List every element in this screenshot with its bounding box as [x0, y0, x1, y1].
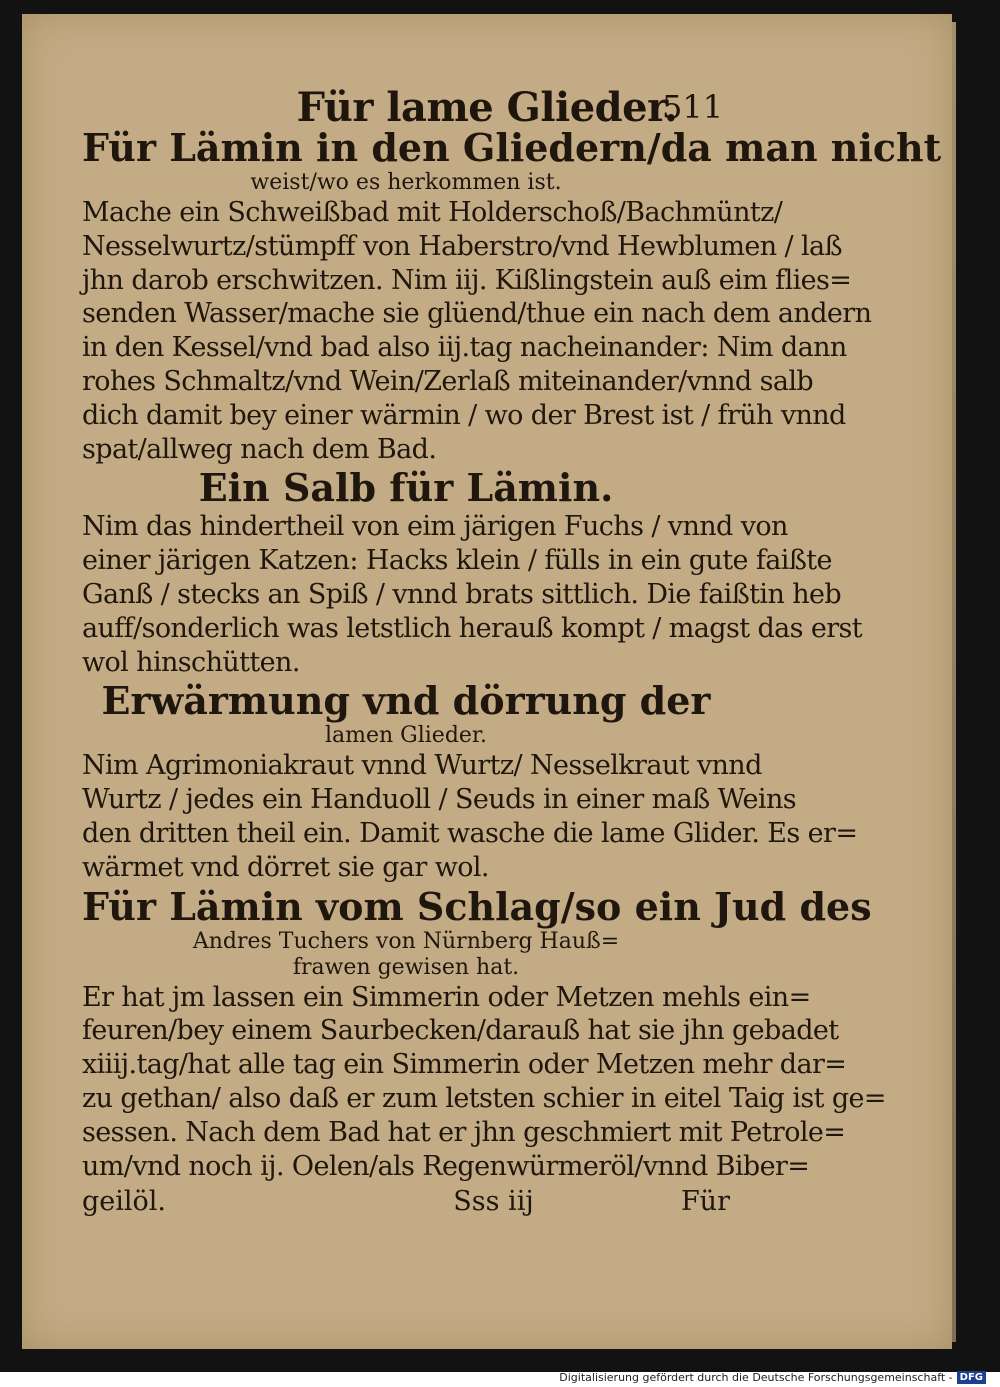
dfg-logo: DFG	[957, 1371, 986, 1384]
text-line: zu gethan/ also daß er zum letsten schier in eitel Taig ist ge=	[82, 1082, 886, 1114]
text-block	[82, 125, 942, 1219]
text-line: feuren/bey einem Saurbecken/darauß hat sie jhn gebadet	[82, 1015, 839, 1047]
text-line: um/vnd noch ij. Oelen/als Regenwürmeröl/vnnd Biber=	[82, 1150, 810, 1182]
recipe-section	[82, 883, 886, 1184]
text-line: xiiij.tag/hat alle tag ein Simmerin oder Metzen mehr dar=	[82, 1049, 847, 1081]
book-page	[22, 14, 952, 1349]
digitization-banner	[559, 1369, 986, 1385]
section-paragraph	[82, 196, 872, 466]
section-heading: Erwärmung vnd dörrung der	[101, 678, 711, 724]
section-subheading: weist/wo es herkommen ist.	[250, 170, 562, 195]
catchword: Für	[680, 1186, 730, 1218]
text-line: Ganß / stecks an Spiß / vnnd brats sittlich. Die faißtin heb	[82, 578, 842, 610]
last-word: geilöl.	[82, 1186, 167, 1218]
text-line: jhn darob erschwitzen. Nim iij. Kißlingstein auß eim flies=	[82, 264, 852, 296]
text-line: einer järigen Katzen: Hacks klein / fülls in ein gute faißte	[82, 545, 832, 577]
section-subheading: frawen gewisen hat.	[292, 954, 520, 980]
section-paragraph	[82, 749, 858, 884]
recipe-section	[82, 465, 863, 679]
section-subheading: Andres Tuchers von Nürnberg Hauß=	[192, 928, 620, 954]
text-line: wärmet vnd dörret sie gar wol.	[82, 851, 489, 883]
recipe-section	[82, 125, 942, 466]
section-subheading: lamen Glieder.	[324, 723, 488, 749]
text-line: spat/allweg nach dem Bad.	[82, 433, 437, 465]
text-line: Nim das hindertheil von eim järigen Fuchs / vnnd von	[82, 511, 788, 543]
section-paragraph	[82, 981, 886, 1184]
text-line: Mache ein Schweißbad mit Holderschoß/Bachmüntz/	[82, 197, 783, 228]
text-line: wol hinschütten.	[82, 646, 300, 678]
section-paragraph	[82, 510, 863, 679]
sections	[82, 125, 942, 1183]
signature-mark: Sss iij	[453, 1186, 534, 1218]
text-line: auff/sonderlich was letstlich herauß kompt / magst das erst	[82, 612, 863, 644]
recipe-section	[82, 678, 858, 884]
section-heading: Für Lämin vom Schlag/so ein Jud des	[82, 883, 872, 929]
page-number: 511	[662, 88, 724, 126]
section-heading: Ein Salb für Lämin.	[198, 465, 614, 511]
text-line: Nim Agrimoniakraut vnnd Wurtz/ Nesselkraut vnnd	[82, 750, 762, 782]
text-line: den dritten theil ein. Damit wasche die lame Glider. Es er=	[82, 817, 858, 849]
text-line: Wurtz / jedes ein Handuoll / Seuds in einer maß Weins	[82, 784, 797, 816]
text-line: senden Wasser/mache sie glüend/thue ein nach dem andern	[82, 298, 872, 330]
running-head: Für lame Glieder.	[296, 84, 678, 131]
banner-text: Digitalisierung gefördert durch die Deutsche Forschungsgemeinschaft -	[559, 1370, 953, 1384]
text-line: Nesselwurtz/stümpff von Haberstro/vnd Hewblumen / laß	[82, 230, 842, 262]
section-heading: Für Lämin in den Gliedern/da man nicht	[82, 125, 942, 170]
text-line: sessen. Nach dem Bad hat er jhn geschmiert mit Petrole=	[82, 1116, 846, 1148]
text-line: rohes Schmaltz/vnd Wein/Zerlaß miteinander/vnnd salb	[82, 365, 814, 397]
footer-line	[82, 1185, 730, 1219]
text-line: in den Kessel/vnd bad also iij.tag nacheinander: Nim dann	[82, 332, 847, 364]
text-line: Er hat jm lassen ein Simmerin oder Metzen mehls ein=	[82, 981, 811, 1013]
text-line: dich damit bey einer wärmin / wo der Brest ist / früh vnnd	[82, 399, 846, 431]
